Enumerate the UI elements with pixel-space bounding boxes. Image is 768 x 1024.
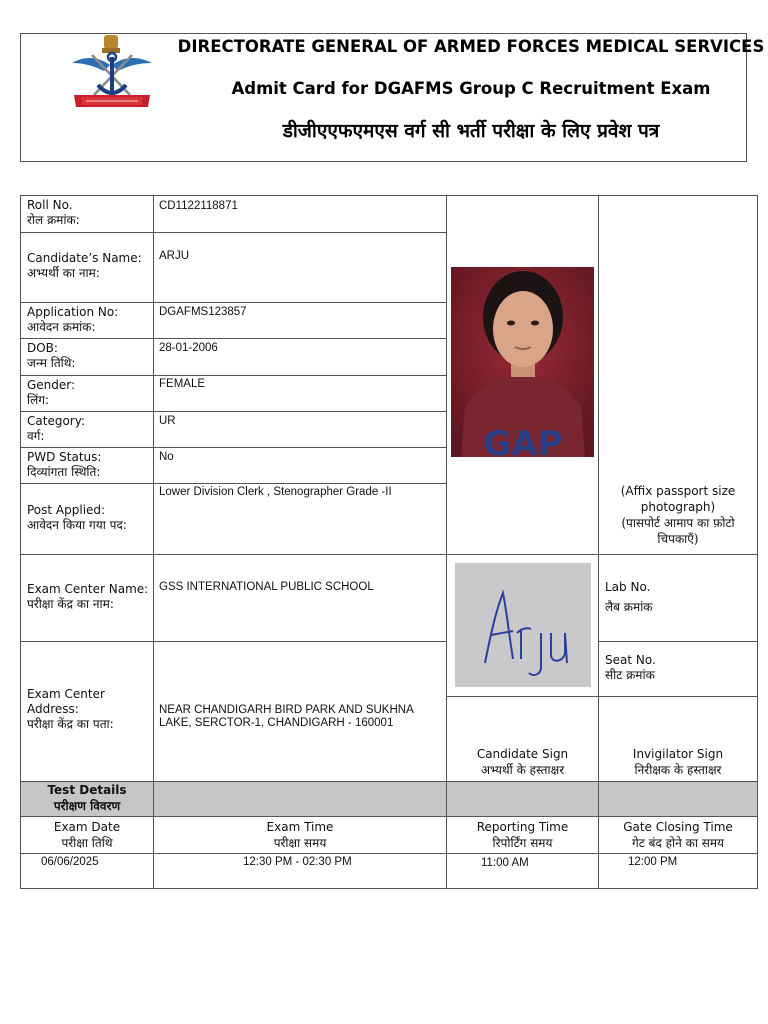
admit-card-title: Admit Card for DGAFMS Group C Recruitment Exam — [231, 79, 711, 98]
category-label: Category: वर्ग: — [27, 414, 85, 443]
admit-card-title-hindi: डीजीएएफएमएस वर्ग सी भर्ती परीक्षा के लिए प्रवेश पत्र — [282, 120, 660, 142]
candidate-name-value: ARJU — [159, 250, 190, 262]
candidate-photo — [451, 267, 594, 457]
category-value: UR — [159, 415, 176, 427]
armed-forces-medical-services-emblem-icon — [68, 33, 156, 115]
reporting-time-header: Reporting Time रिपोर्टिंग समय — [476, 820, 569, 850]
application-no-value: DGAFMS123857 — [159, 306, 247, 318]
exam-center-address-label: Exam Center Address: परीक्षा केंद्र का पता: — [27, 687, 114, 731]
svg-text:GAP: GAP — [483, 424, 563, 457]
exam-date-header: Exam Date परीक्षा तिथि — [53, 820, 121, 850]
dob-value: 28-01-2006 — [159, 342, 218, 354]
invigilator-sign-label: Invigilator Sign निरीक्षक के हस्ताक्षर — [632, 747, 724, 777]
admit-card-table — [20, 195, 758, 889]
exam-center-name-value: GSS INTERNATIONAL PUBLIC SCHOOL — [159, 581, 374, 593]
lab-no-label: Lab No. लैब क्रमांक — [605, 580, 653, 614]
candidate-sign-label: Candidate Sign अभ्यर्थी के हस्ताक्षर — [476, 747, 569, 777]
exam-date-value: 06/06/2025 — [41, 856, 99, 868]
test-details-label: Test Details परीक्षण विवरण — [47, 783, 127, 813]
affix-photo-caption: (Affix passport size photograph) (पासपोर्ट आमाप का फ़ोटो चिपकाएँ) — [620, 484, 736, 546]
directorate-title: DIRECTORATE GENERAL OF ARMED FORCES MEDICAL SERVICES — [177, 37, 765, 56]
dob-label: DOB: जन्म तिथि: — [27, 341, 76, 370]
candidate-name-label: Candidate’s Name: अभ्यर्थी का नाम: — [27, 251, 142, 280]
gate-closing-time-header: Gate Closing Time गेट बंद होने का समय — [623, 820, 733, 850]
reporting-time-value: 11:00 AM — [481, 857, 529, 869]
roll-no-value: CD1122118871 — [159, 200, 238, 212]
post-applied-label: Post Applied: आवेदन किया गया पद: — [27, 503, 127, 532]
exam-time-value: 12:30 PM - 02:30 PM — [243, 856, 352, 868]
gender-value: FEMALE — [159, 378, 206, 390]
pwd-status-value: No — [159, 451, 174, 463]
roll-no-label: Roll No. रोल क्रमांक: — [27, 198, 80, 227]
gate-closing-time-value: 12:00 PM — [628, 856, 678, 868]
candidate-signature-image — [455, 563, 591, 687]
seat-no-label: Seat No. सीट क्रमांक — [605, 653, 656, 682]
application-no-label: Application No: आवेदन क्रमांक: — [27, 305, 119, 334]
pwd-status-label: PWD Status: दिव्यांगता स्थिति: — [27, 450, 102, 479]
exam-center-address-value: NEAR CHANDIGARH BIRD PARK AND SUKHNA LAKE, SERCTOR-1, CHANDIGARH - 160001 — [159, 704, 414, 729]
exam-time-header: Exam Time परीक्षा समय — [266, 820, 334, 850]
post-applied-value: Lower Division Clerk , Stenographer Grade -II — [159, 486, 392, 498]
gender-label: Gender: लिंग: — [27, 378, 76, 407]
exam-center-name-label: Exam Center Name: परीक्षा केंद्र का नाम: — [27, 582, 149, 611]
